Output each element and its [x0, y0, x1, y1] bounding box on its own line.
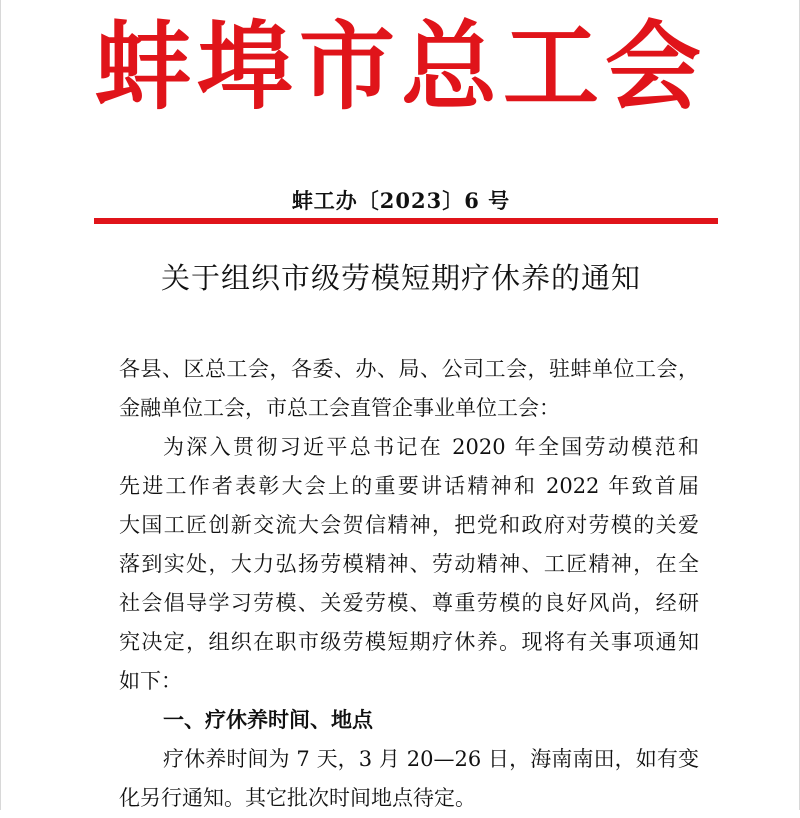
document-number: 蚌工办〔2023〕6 号	[291, 188, 511, 213]
section-heading: 一、疗休养时间、地点	[163, 708, 373, 732]
red-divider-line	[94, 218, 718, 224]
notice-title: 关于组织市级劳模短期疗休养的通知	[160, 261, 641, 295]
section-line: 化另行通知。其它批次时间地点待定。	[119, 786, 476, 810]
paragraph-line: 先进工作者表彰大会上的重要讲话精神和 2022 年致首届	[119, 474, 699, 498]
masthead-title: 蚌埠市总工会	[95, 11, 707, 123]
addressee-line: 各县、区总工会，各委、办、局、公司工会，驻蚌单位工会，	[119, 357, 699, 381]
paragraph-line: 大国工匠创新交流大会贺信精神，把党和政府对劳模的关爱	[119, 513, 699, 537]
addressee-line: 金融单位工会，市总工会直管企事业单位工会：	[119, 396, 560, 420]
paragraph-line: 落到实处，大力弘扬劳模精神、劳动精神、工匠精神，在全	[119, 552, 699, 576]
section-line: 疗休养时间为 7 天，3 月 20—26 日，海南南田，如有变	[163, 747, 699, 771]
paragraph-line: 社会倡导学习劳模、关爱劳模、尊重劳模的良好风尚，经研	[119, 591, 699, 615]
paragraph-line: 如下：	[119, 669, 182, 693]
paragraph-line: 究决定，组织在职市级劳模短期疗休养。现将有关事项通知	[119, 630, 699, 654]
notice-body	[119, 350, 699, 818]
paragraph-line: 为深入贯彻习近平总书记在 2020 年全国劳动模范和	[163, 435, 699, 459]
